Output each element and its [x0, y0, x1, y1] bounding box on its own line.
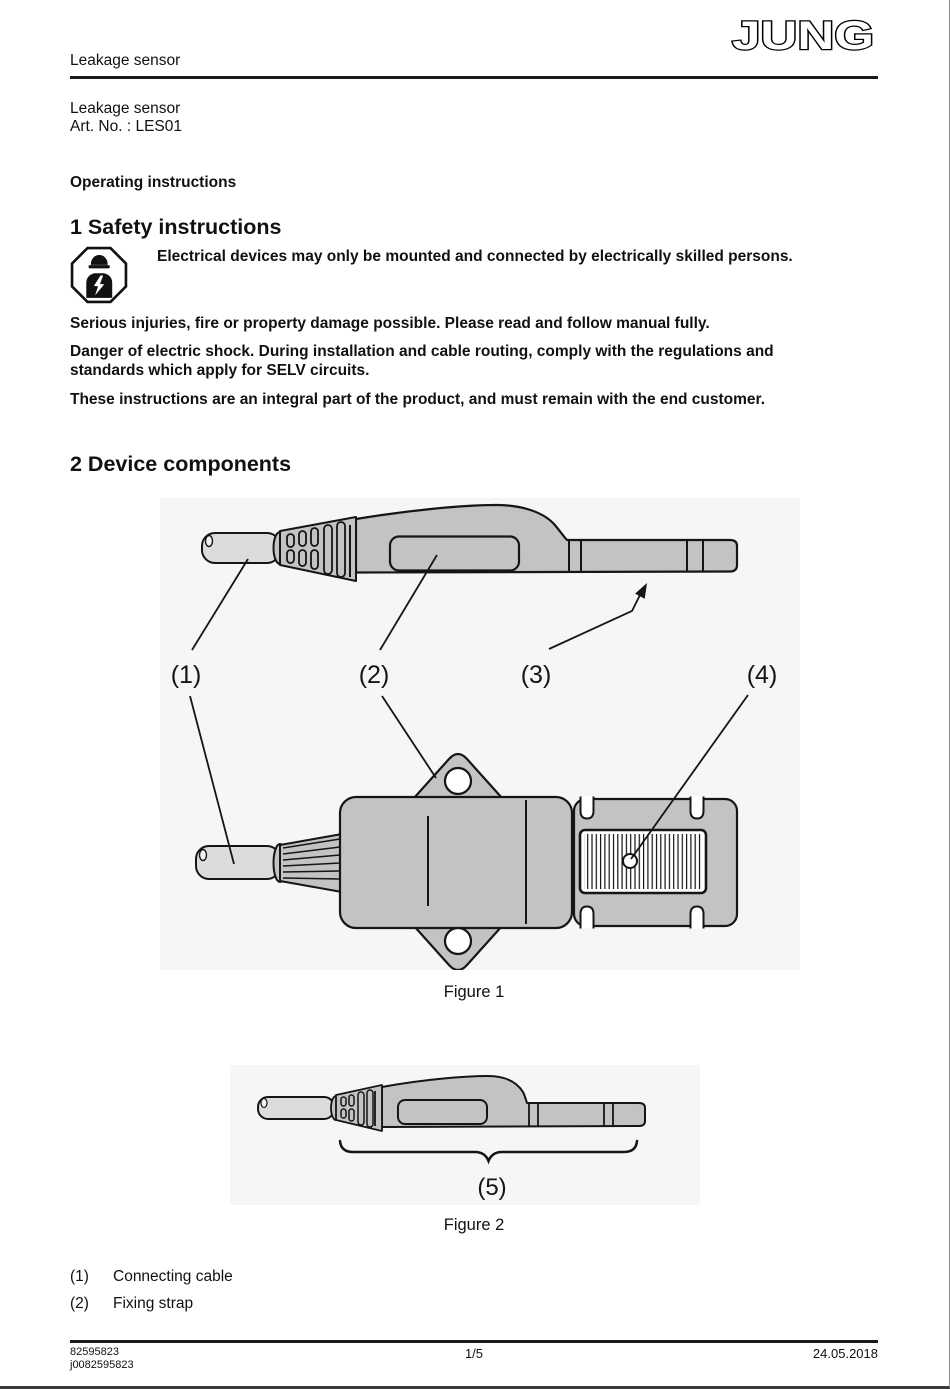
legend-ref-1: (1) — [70, 1268, 89, 1285]
fixing-strap-fig2 — [398, 1100, 487, 1124]
electrician-warning-icon — [69, 245, 129, 305]
legend-label-1: Connecting cable — [113, 1268, 233, 1285]
warning-paragraph-3: These instructions are an integral part of the product, and must remain with the end customer. — [70, 391, 766, 408]
cable-end-face-fig2 — [261, 1099, 267, 1108]
figure2-drawing — [230, 1065, 700, 1205]
warning-paragraph-2: Danger of electric shock. During installation and cable routing, comply with the regulations and standards which apply for SELV circuits. — [70, 343, 774, 379]
connecting-cable-fig2 — [258, 1097, 334, 1119]
legend-label-2: Fixing strap — [113, 1295, 194, 1312]
leader-3 — [549, 595, 640, 649]
section1-heading: 1 Safety instructions — [70, 215, 282, 239]
brace-bracket — [340, 1141, 637, 1161]
sensor-body-top — [340, 797, 572, 928]
section2-heading: 2 Device components — [70, 452, 292, 476]
figure1-callouts — [171, 661, 778, 689]
callout-5: (5) — [477, 1174, 507, 1201]
product-art-no: Art. No. : LES01 — [70, 118, 182, 135]
header-doc-title: Leakage sensor — [70, 52, 181, 69]
callout-1: (1) — [170, 661, 202, 689]
sensor-point-marker — [623, 854, 637, 868]
cable-end-face-top — [200, 850, 207, 861]
safety-notice: Electrical devices may only be mounted and connected by electrically skilled persons. — [157, 248, 793, 265]
legend-ref-2: (2) — [70, 1295, 89, 1312]
figure2-caption: Figure 2 — [443, 1216, 505, 1234]
figure1-drawing — [160, 498, 800, 970]
connecting-cable-top — [196, 846, 280, 879]
leader-1-up — [192, 559, 248, 650]
cable-end-face — [206, 536, 213, 547]
footer-page-number: 1/5 — [464, 1346, 484, 1361]
legend-row — [70, 1268, 233, 1287]
subtitle: Operating instructions — [70, 174, 237, 191]
leader-1-down — [190, 696, 234, 864]
sensor-top-view — [196, 754, 737, 970]
sensor-side-view-small — [258, 1076, 645, 1131]
jung-logo-icon — [728, 11, 878, 59]
leader-2-down — [382, 696, 436, 778]
warning-paragraph-1: Serious injuries, fire or property damage possible. Please read and follow manual fully. — [70, 315, 710, 332]
callout-2: (2) — [358, 661, 390, 689]
header-rule — [70, 76, 878, 79]
callout-3: (3) — [520, 661, 552, 689]
footer-rule — [70, 1340, 878, 1343]
leader-3-arrowhead-icon — [635, 583, 647, 599]
footer-date: 24.05.2018 — [812, 1346, 878, 1361]
mounting-hole-top — [445, 768, 471, 794]
logo-text: JUNG — [732, 14, 874, 58]
footer-doc-number: 82595823 — [70, 1346, 119, 1358]
sensor-side-view — [202, 505, 737, 581]
footer-doc-number-alt: j0082595823 — [70, 1359, 134, 1371]
connecting-cable-side — [202, 533, 280, 563]
legend-row — [70, 1295, 193, 1314]
product-name: Leakage sensor — [70, 100, 181, 117]
fixing-strap-side — [390, 537, 519, 571]
mounting-hole-bottom — [445, 928, 471, 954]
figure1-caption: Figure 1 — [443, 983, 505, 1001]
callout-4: (4) — [746, 661, 778, 689]
